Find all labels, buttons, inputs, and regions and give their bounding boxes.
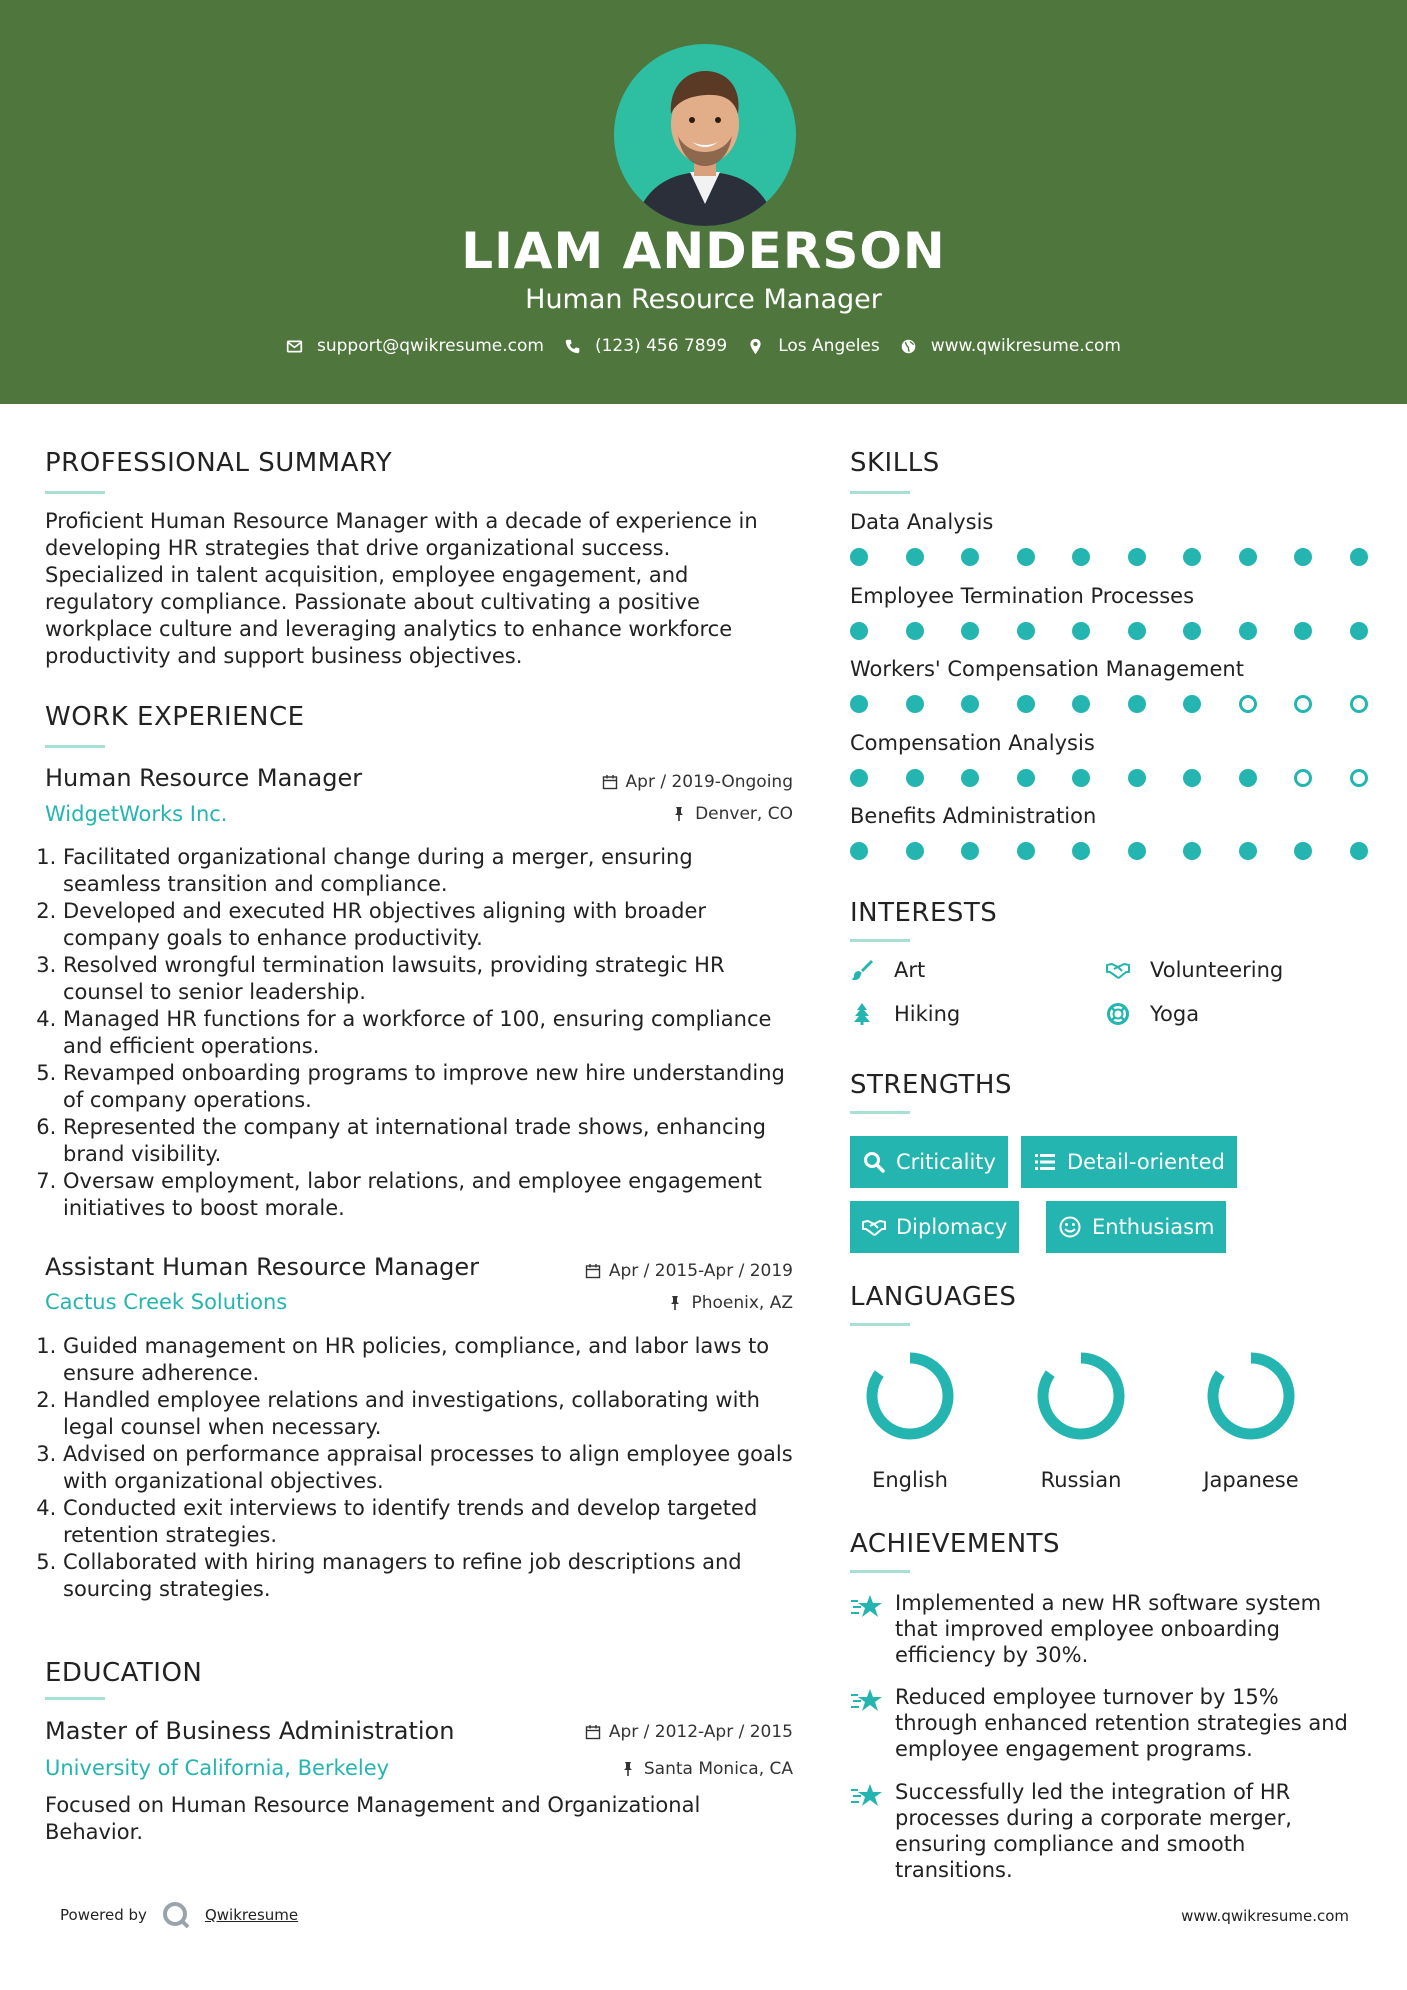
skill-dot-filled: [1072, 695, 1090, 713]
skill-dot-filled: [961, 695, 979, 713]
skill-dot-filled: [1017, 695, 1035, 713]
interest-art: [850, 958, 925, 982]
pushpin-icon: [667, 1295, 683, 1311]
job-title: Human Resource Manager: [45, 764, 363, 792]
skills-heading: SKILLS: [850, 448, 940, 478]
job-location-text: Phoenix, AZ: [691, 1293, 793, 1313]
skill-dot-filled: [1128, 769, 1146, 787]
education-heading: EDUCATION: [45, 1658, 203, 1688]
skill-dot-filled: [1350, 548, 1368, 566]
achievement-item: [850, 1590, 1370, 1668]
summary-text: Proficient Human Resource Manager with a decade of experience in developing HR strategies that drive organizational success. Specialized in talent acquisition, employee engagement, and regulatory compliance. Passionate about cultivating a positive workplace culture and leveraging analytics to enhance workforce productivity and support business objectives.: [45, 509, 758, 668]
skill-dot-empty: [1294, 769, 1312, 787]
paintbrush-icon: [850, 958, 874, 982]
job-bullet: 2. Handled employee relations and investigations, collaborating with legal counsel when necessary.: [63, 1387, 793, 1441]
footer-website[interactable]: www.qwikresume.com: [1181, 1907, 1349, 1925]
interest-label: Yoga: [1150, 1002, 1200, 1026]
handshake-icon: [1106, 958, 1130, 982]
interests-heading-underline: [850, 939, 910, 942]
skill-dot-empty: [1294, 695, 1312, 713]
job-dates: [602, 772, 793, 792]
skill-dot-filled: [1183, 842, 1201, 860]
job-company: Cactus Creek Solutions: [45, 1290, 288, 1314]
education-heading-underline: [45, 1697, 105, 1700]
job-bullets: [45, 844, 793, 1222]
job-bullet: 3. Resolved wrongful termination lawsuits, providing strategic HR counsel to senior leadership.: [63, 952, 793, 1006]
job-bullet: 3. Advised on performance appraisal processes to align employee goals with organizational objectives.: [63, 1441, 793, 1495]
education-dates-text: Apr / 2012-Apr / 2015: [608, 1722, 793, 1742]
skill-dot-filled: [1294, 842, 1312, 860]
achievement-text: Implemented a new HR software system that improved employee onboarding efficiency by 30%.: [895, 1591, 1322, 1667]
job-location: [671, 804, 793, 824]
skill-rating: [850, 622, 1370, 644]
qwikresume-logo-icon: [161, 1900, 191, 1930]
language-label: Russian: [1040, 1468, 1122, 1492]
skill-dot-filled: [1183, 622, 1201, 640]
job-bullet: 1. Facilitated organizational change during a merger, ensuring seamless transition and compliance.: [63, 844, 793, 898]
education-location-text: Santa Monica, CA: [643, 1759, 793, 1779]
shooting-star-icon: [850, 1592, 884, 1622]
strength-chip-detail-oriented: [1021, 1136, 1237, 1188]
skill-dot-filled: [961, 769, 979, 787]
skill-name: Employee Termination Processes: [850, 584, 1195, 608]
skill-dot-filled: [906, 695, 924, 713]
language-ring: [1201, 1346, 1301, 1446]
skill-rating: [850, 548, 1370, 570]
lifebuoy-icon: [1106, 1002, 1130, 1026]
pushpin-icon: [671, 806, 687, 822]
skill-rating: [850, 842, 1370, 864]
header: [0, 0, 1407, 404]
skill-dot-filled: [1239, 622, 1257, 640]
skills-heading-underline: [850, 491, 910, 494]
skill-dot-filled: [1072, 548, 1090, 566]
strengths-heading-underline: [850, 1111, 910, 1114]
map-pin-icon: [747, 338, 764, 355]
interest-hiking: [850, 1002, 960, 1026]
language-japanese: [1191, 1346, 1311, 1492]
skill-dot-filled: [1017, 548, 1035, 566]
contact-phone[interactable]: [564, 336, 727, 356]
skill-dot-filled: [850, 695, 868, 713]
achievements-heading: ACHIEVEMENTS: [850, 1529, 1061, 1559]
language-ring-arc: [872, 1358, 948, 1434]
handshake-icon: [862, 1215, 886, 1239]
skill-dot-filled: [906, 842, 924, 860]
strength-label: Diplomacy: [896, 1215, 1008, 1239]
language-ring: [860, 1346, 960, 1446]
skill-dot-filled: [1350, 842, 1368, 860]
job-dates-text: Apr / 2019-Ongoing: [625, 772, 793, 792]
skill-dot-filled: [1128, 622, 1146, 640]
job-bullets: [45, 1333, 793, 1603]
school-name: University of California, Berkeley: [45, 1756, 390, 1780]
skill-name: Workers' Compensation Management: [850, 657, 1244, 681]
strength-label: Criticality: [896, 1150, 996, 1174]
interest-yoga: [1106, 1002, 1199, 1026]
interests-heading: INTERESTS: [850, 898, 998, 928]
skill-dot-empty: [1350, 769, 1368, 787]
degree-title: Master of Business Administration: [45, 1717, 455, 1745]
job-location: [667, 1293, 793, 1313]
summary-heading-underline: [45, 491, 105, 494]
list-icon: [1033, 1150, 1057, 1174]
skill-dot-filled: [961, 622, 979, 640]
skill-dot-filled: [1183, 548, 1201, 566]
skill-rating: [850, 695, 1370, 717]
strength-chip-enthusiasm: [1046, 1201, 1226, 1253]
achievements-heading-underline: [850, 1570, 910, 1573]
contact-website[interactable]: [900, 336, 1121, 356]
skill-dot-filled: [850, 842, 868, 860]
contact-website-text: www.qwikresume.com: [930, 336, 1121, 356]
search-icon: [862, 1150, 886, 1174]
interest-label: Hiking: [894, 1002, 961, 1026]
job-bullet: 4. Conducted exit interviews to identify trends and develop targeted retention strategies.: [63, 1495, 793, 1549]
languages-heading: LANGUAGES: [850, 1282, 1017, 1312]
experience-heading-underline: [45, 745, 105, 748]
skill-name: Compensation Analysis: [850, 731, 1095, 755]
job-bullet: 6. Represented the company at international trade shows, enhancing brand visibility.: [63, 1114, 793, 1168]
powered-by-label: Powered by: [60, 1906, 147, 1924]
skill-dot-filled: [1294, 622, 1312, 640]
strengths-heading: STRENGTHS: [850, 1070, 1012, 1100]
job-bullet: 7. Oversaw employment, labor relations, and employee engagement initiatives to boost morale.: [63, 1168, 793, 1222]
contact-location: [747, 336, 880, 356]
envelope-icon: [286, 338, 303, 355]
experience-heading: WORK EXPERIENCE: [45, 702, 305, 732]
languages-heading-underline: [850, 1323, 910, 1326]
skill-dot-filled: [850, 622, 868, 640]
contact-location-text: Los Angeles: [778, 336, 880, 356]
skill-name: Benefits Administration: [850, 804, 1097, 828]
language-ring-arc: [1213, 1358, 1289, 1434]
skill-dot-filled: [1239, 548, 1257, 566]
skill-dot-filled: [1072, 769, 1090, 787]
skill-dot-filled: [1017, 769, 1035, 787]
contact-email-text: support@qwikresume.com: [317, 336, 544, 356]
achievement-item: [850, 1684, 1370, 1762]
skill-dot-filled: [1183, 769, 1201, 787]
skill-dot-filled: [961, 842, 979, 860]
skill-dot-filled: [1294, 548, 1312, 566]
calendar-icon: [585, 1263, 601, 1279]
achievement-text: Successfully led the integration of HR processes during a corporate merger, ensuring compliance and smooth transitions.: [895, 1780, 1292, 1882]
interest-label: Art: [894, 958, 926, 982]
pushpin-icon: [620, 1761, 636, 1777]
shooting-star-icon: [850, 1781, 884, 1811]
job-bullet: 4. Managed HR functions for a workforce of 100, ensuring compliance and efficient operations.: [63, 1006, 793, 1060]
job-bullet: 5. Revamped onboarding programs to improve new hire understanding of company operations.: [63, 1060, 793, 1114]
footer-powered-by: [60, 1900, 298, 1930]
achievement-item: [850, 1779, 1370, 1883]
skill-dot-filled: [906, 548, 924, 566]
strength-label: Detail-oriented: [1067, 1150, 1225, 1174]
skill-dot-filled: [850, 769, 868, 787]
language-ring: [1031, 1346, 1131, 1446]
skill-name: Data Analysis: [850, 510, 994, 534]
strength-chip-criticality: [850, 1136, 1008, 1188]
contact-phone-text: (123) 456 7899: [594, 336, 728, 356]
job-company: WidgetWorks Inc.: [45, 802, 228, 826]
language-russian: [1021, 1346, 1141, 1492]
candidate-name: LIAM ANDERSON: [461, 222, 946, 280]
strength-label: Enthusiasm: [1092, 1215, 1215, 1239]
interest-label: Volunteering: [1150, 958, 1284, 982]
skill-dot-filled: [1239, 769, 1257, 787]
calendar-icon: [602, 774, 618, 790]
skill-dot-filled: [1239, 842, 1257, 860]
skill-dot-filled: [1350, 622, 1368, 640]
strength-chip-diplomacy: [850, 1201, 1019, 1253]
skill-dot-empty: [1239, 695, 1257, 713]
skill-dot-empty: [1350, 695, 1368, 713]
education-description: Focused on Human Resource Management and Organizational Behavior.: [45, 1793, 701, 1844]
avatar: [614, 44, 796, 226]
language-english: [850, 1346, 970, 1492]
skill-dot-filled: [1128, 548, 1146, 566]
phone-icon: [564, 338, 581, 355]
interest-volunteering: [1106, 958, 1283, 982]
skill-rating: [850, 769, 1370, 791]
tree-icon: [850, 1002, 874, 1026]
contact-bar: [0, 336, 1407, 356]
skill-dot-filled: [906, 622, 924, 640]
job-dates: [585, 1261, 793, 1281]
achievement-text: Reduced employee turnover by 15% through enhanced retention strategies and employee engagement programs.: [895, 1685, 1348, 1761]
skill-dot-filled: [1072, 842, 1090, 860]
shooting-star-icon: [850, 1686, 884, 1716]
language-label: Japanese: [1203, 1468, 1299, 1492]
language-label: English: [872, 1468, 948, 1492]
skill-dot-filled: [1017, 622, 1035, 640]
job-bullet: 5. Collaborated with hiring managers to refine job descriptions and sourcing strategies.: [63, 1549, 793, 1603]
skill-dot-filled: [906, 769, 924, 787]
skill-dot-filled: [1183, 695, 1201, 713]
skill-dot-filled: [1128, 695, 1146, 713]
job-bullet: 2. Developed and executed HR objectives aligning with broader company goals to enhance productivity.: [63, 898, 793, 952]
education-location: [620, 1759, 793, 1779]
summary-heading: PROFESSIONAL SUMMARY: [45, 448, 393, 478]
language-ring-arc: [1043, 1358, 1119, 1434]
calendar-icon: [585, 1724, 601, 1740]
skill-dot-filled: [1072, 622, 1090, 640]
candidate-title: Human Resource Manager: [525, 284, 882, 315]
qwikresume-link[interactable]: Qwikresume: [204, 1906, 299, 1924]
skill-dot-filled: [1017, 842, 1035, 860]
job-location-text: Denver, CO: [695, 804, 793, 824]
job-title: Assistant Human Resource Manager: [45, 1253, 480, 1281]
smile-icon: [1058, 1215, 1082, 1239]
job-bullet: 1. Guided management on HR policies, compliance, and labor laws to ensure adherence.: [63, 1333, 793, 1387]
skill-dot-filled: [850, 548, 868, 566]
skill-dot-filled: [1128, 842, 1146, 860]
skill-dot-filled: [961, 548, 979, 566]
job-dates-text: Apr / 2015-Apr / 2019: [608, 1261, 793, 1281]
contact-email[interactable]: [286, 336, 544, 356]
globe-icon: [900, 338, 917, 355]
education-dates: [585, 1722, 793, 1742]
